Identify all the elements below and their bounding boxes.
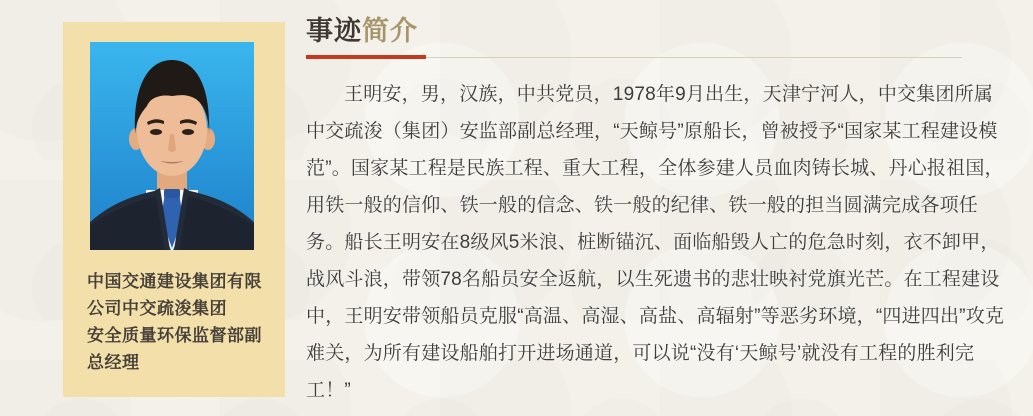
person-portrait-illustration (90, 42, 254, 250)
title-divider (306, 55, 962, 59)
paragraph-line: 工！” (306, 380, 351, 401)
caption-line: 总经理 (87, 353, 140, 372)
paragraph-line: 王明安，男，汉族，中共党员，1978年9月出生，天津宁河人，中交集团所属 (344, 84, 994, 105)
paragraph-line: 中交疏浚（集团）安监部副总经理，“天鲸号”原船长，曾被授予“国家某工程建设模 (306, 121, 998, 142)
deeds-intro-section (306, 14, 1006, 409)
section-title (306, 14, 1006, 48)
paragraph-line: 难关，为所有建设船舶打开进场通道，可以说“没有‘天鲸号’就没有工程的胜利完 (306, 343, 975, 364)
bio-paragraph (306, 76, 1006, 409)
caption-line: 安全质量环保监督部副 (87, 326, 262, 345)
paragraph-line: 范”。国家某工程是民族工程、重大工程，全体参建人员血肉铸长城、丹心报祖国， (306, 158, 1004, 179)
profile-caption (87, 268, 272, 376)
paragraph-line: 中，王明安带领船员克服“高温、高湿、高盐、高辐射”等恶劣环境，“四进四出”攻克 (306, 306, 1005, 327)
paragraph-line: 战风斗浪，带领78名船员安全返航，以生死遗书的悲壮映衬党旗光芒。在工程建设 (306, 269, 1000, 290)
paragraph-line: 务。船长王明安在8级风5米浪、桩断锚沉、面临船毁人亡的危急时刻，衣不卸甲， (306, 232, 1000, 253)
title-accent-bar (306, 55, 426, 59)
profile-card (63, 22, 285, 397)
caption-line: 中国交通建设集团有限 (87, 272, 262, 291)
paragraph-line: 用铁一般的信仰、铁一般的信念、铁一般的纪律、铁一般的担当圆满完成各项任 (306, 195, 979, 216)
section-title-part2: 简介 (362, 16, 418, 46)
section-title-part1: 事迹 (306, 16, 362, 46)
portrait-photo (90, 42, 254, 250)
caption-line: 公司中交疏浚集团 (87, 299, 227, 318)
